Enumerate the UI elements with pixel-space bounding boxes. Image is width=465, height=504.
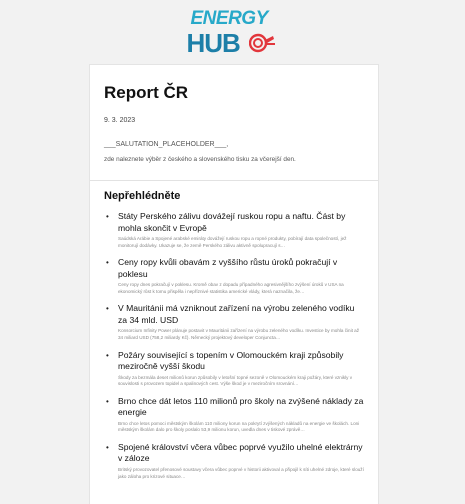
news-item-excerpt: Škody za bezmála deset milionů korun způsobily v letošní topné sezoně v Olomouckém kraji požáry, které vznikly v souvislosti s provozem topidel a spalinových cest. Výše škod je v meziročním srovnání… bbox=[118, 374, 353, 387]
energy-hub-logo bbox=[0, 8, 465, 58]
highlights-section bbox=[90, 181, 378, 480]
news-item bbox=[104, 396, 364, 434]
news-item bbox=[104, 257, 364, 295]
news-item-title-link[interactable]: Ceny ropy kvůli obavám z vyššího růstu úroků pokračují v poklesu bbox=[118, 257, 338, 279]
bullet-icon: • bbox=[106, 258, 109, 268]
logo-line-1: ENERGY bbox=[190, 8, 268, 29]
news-item bbox=[104, 211, 364, 249]
news-item-excerpt: Brno chce letos pomoci městským školám 110 miliony korun na pokrytí zvýšených nákladů na energie ve školách. Loni městským školám dalo pro školy poslalo 53,9 milionu korun, uvedla dnes v tiskové zprávě… bbox=[118, 420, 360, 433]
news-item-excerpt: Saúdská Arábie a Spojené arabské emiráty dovážejí ruskou ropu a ropné produkty, pobírají data společností, jež monitorují dodávky. Ukazuje se, že země Perského zálivu aktivně spolupracují s… bbox=[118, 236, 347, 248]
bullet-icon: • bbox=[106, 442, 109, 452]
news-item-title-link[interactable]: Požáry související s topením v Olomouckém kraji způsobily meziročně vyšší škodu bbox=[118, 349, 344, 372]
news-item-title-link[interactable]: Brno chce dát letos 110 milionů pro školy na zvýšené náklady za energie bbox=[118, 395, 364, 418]
news-item-excerpt: Ceny ropy dnes pokračují v poklesu. Kromě obav z dopadu případného agresivnějšího zvýšení úroků v USA na ekonomický růst k tomu přispěla i nepříznivé statistika americké vlády, která naznačila, že… bbox=[118, 282, 344, 294]
report-date: 9. 3. 2023 bbox=[104, 117, 136, 124]
news-item-excerpt: Konsorcium Infinity Power plánuje postavit v Mauritánii zařízení na výrobu zeleného vodíku. Investice by mohla činit až 34 miliard USD (758,2 miliardy Kč). Německý projektový developer Conjuncta… bbox=[118, 328, 360, 340]
logo-line-2: HUB bbox=[186, 28, 240, 58]
news-item bbox=[104, 350, 364, 388]
bullet-icon: • bbox=[106, 396, 109, 406]
bullet-icon: • bbox=[106, 350, 109, 360]
news-item-title-link[interactable]: Spojené království včera vůbec poprvé využilo uhelné elektrárny v záloze bbox=[118, 441, 363, 464]
salutation: ___SALUTATION_PLACEHOLDER___, bbox=[104, 141, 229, 148]
bullet-icon: • bbox=[106, 212, 109, 221]
newsletter-card bbox=[89, 64, 379, 504]
news-item-excerpt: Britský provozovatel přenosové soustavy včera vůbec poprvé v historii aktivoval a připojil k síti uhelné zdroje, které slouží jako záloha pro krizové situace… bbox=[118, 466, 364, 479]
page-title: Report ČR bbox=[104, 83, 189, 102]
news-item-title-link[interactable]: Státy Perského zálivu dovážejí ruskou ropu a naftu. Část by mohla skončit v Evropě bbox=[118, 211, 346, 233]
section-title: Nepřehlédněte bbox=[104, 190, 181, 202]
news-item bbox=[104, 303, 364, 341]
newsletter-header bbox=[90, 65, 378, 163]
news-item-title-link[interactable]: V Mauritánii má vzniknout zařízení na výrobu zeleného vodíku za 34 mld. USD bbox=[118, 303, 355, 325]
news-item bbox=[104, 442, 364, 480]
plug-icon bbox=[249, 32, 279, 54]
intro-text: zde naleznete výběr z českého a slovenského tisku za včerejší den. bbox=[104, 156, 296, 163]
bullet-icon: • bbox=[106, 304, 109, 314]
